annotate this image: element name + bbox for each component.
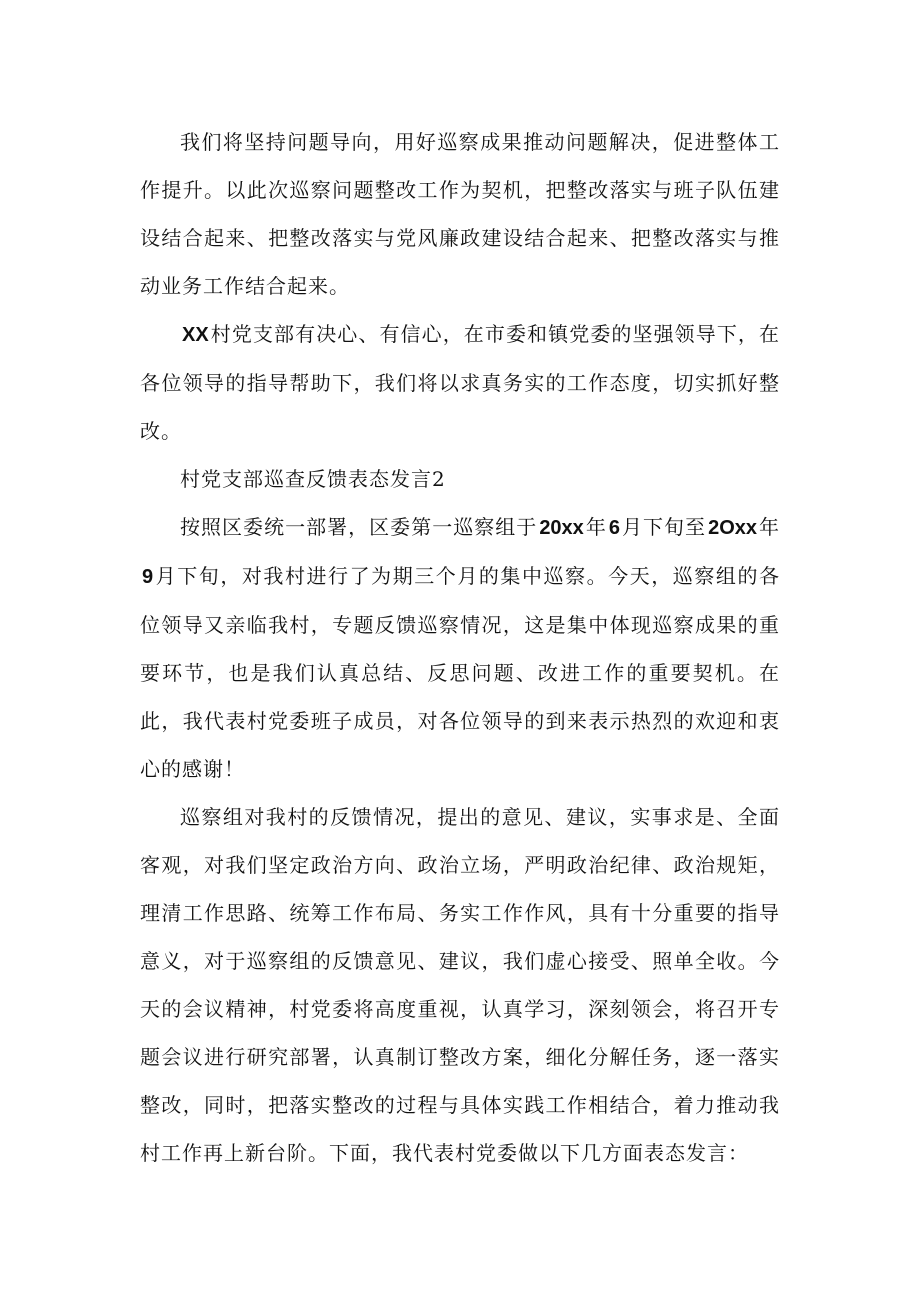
paragraph-branch-determination-text: 村党支部有决心、有信心，在市委和镇党委的坚强领导下，在各位领导的指导帮助下，我们将以求真务实的工作态度，切实抓好整改。 xyxy=(140,322,780,443)
year-start: 20xx xyxy=(539,517,584,539)
month-end: 9 xyxy=(142,566,154,588)
section-heading: 村党支部巡查反馈表态发言2 xyxy=(180,467,446,491)
text-segment: 年 xyxy=(759,515,781,539)
paragraph-feedback-acceptance: 巡察组对我村的反馈情况，提出的意见、建议，实事求是、全面客观，对我们坚定政治方向、政治立场，严明政治纪律、政治规矩，理清工作思路、统筹工作布局、务实工作作风，具有十分重要的指导意义，对于巡察组的反馈意见、建议，我们虚心接受、照单全收。今天的会议精神，村党委将高度重视，认真学习，深刻领会，将召开专题会议进行研究部署，认真制订整改方案，细化分解任务，逐一落实整改，同时，把落实整改的过程与具体实践工作相结合，着力推动我村工作再上新台阶。下面，我代表村党委做以下几方面表态发言： xyxy=(140,805,780,1165)
village-placeholder-xx: XX xyxy=(182,324,209,346)
document-body xyxy=(140,118,780,1177)
month-start: 6 xyxy=(608,517,620,539)
year-end: 2Oxx xyxy=(708,517,758,539)
text-segment: 年 xyxy=(585,515,607,539)
text-segment: 按照区委统一部署，区委第一巡察组于 xyxy=(180,515,538,539)
paragraph-branch-determination xyxy=(140,310,780,455)
text-segment: 月下旬，对我村进行了为期三个月的集中巡察。今天，巡察组的各位领导又亲临我村，专题反馈巡察情况，这是集中体现巡察成果的重要环节，也是我们认真总结、反思问题、改进工作的重要契机。在此，我代表村党委班子成员，对各位领导的到来表示热烈的欢迎和衷心的感谢！ xyxy=(140,564,780,781)
paragraph-inspection-arrangement xyxy=(140,503,780,793)
paragraph-rectification-commitment: 我们将坚持问题导向，用好巡察成果推动问题解决，促进整体工作提升。以此次巡察问题整改工作为契机，把整改落实与班子队伍建设结合起来、把整改落实与党风廉政建设结合起来、把整改落实与推动业务工作结合起来。 xyxy=(140,130,780,298)
text-segment: 月下旬至 xyxy=(621,515,707,539)
